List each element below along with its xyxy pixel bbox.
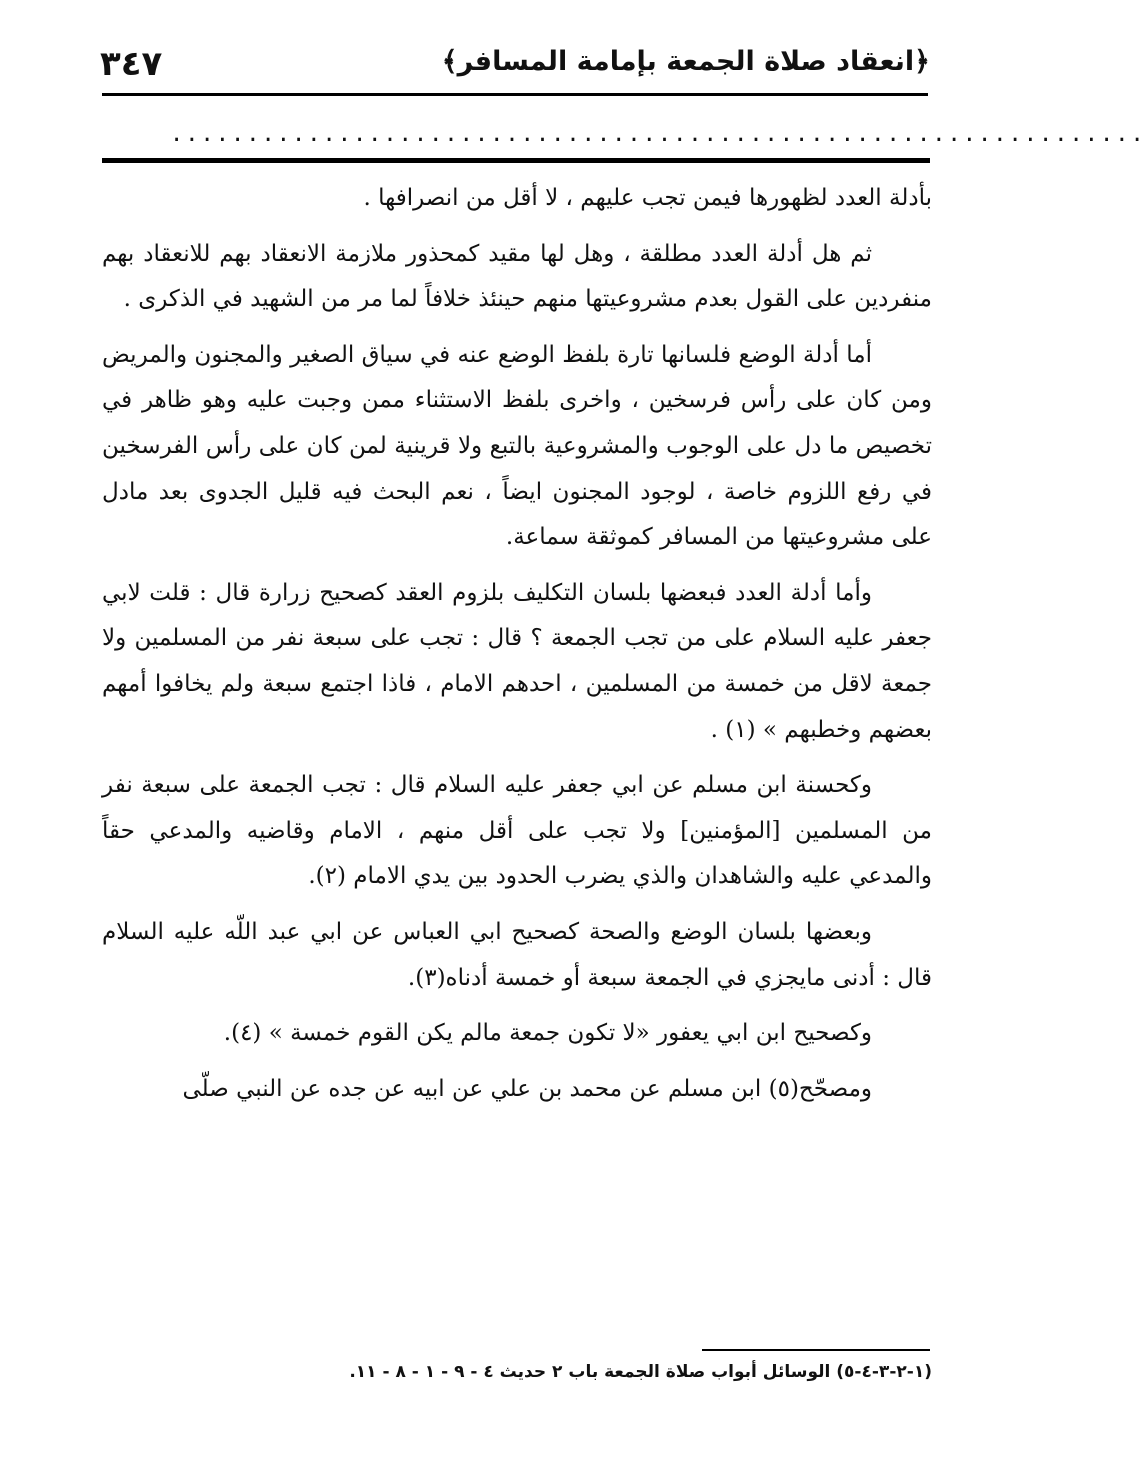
dotted-separator: ................................................................ [170, 122, 1146, 147]
footnote-rule [702, 1349, 930, 1351]
paragraph: ثم هل أدلة العدد مطلقة ، وهل لها مقيد كمحذور ملازمة الانعقاد بهم للانعقاد بهم منفردين على القول بعدم مشروعيتها منهم حينئذ خلافاً لما مر من الشهيد في الذكرى . [102, 240, 932, 313]
page-number: ٣٤٧ [100, 44, 163, 84]
paragraph: بأدلة العدد لظهورها فيمن تجب عليهم ، لا أقل من انصرافها . [363, 185, 932, 211]
footnote: (١-٢-٣-٤-٥) الوسائل أبواب صلاة الجمعة باب ٢ حديث ٤ - ٩ - ١ - ٨ - ١١. [349, 1362, 932, 1382]
paragraph: وكصحيح ابن ابي يعفور «لا تكون جمعة مالم يكن القوم خمسة » (٤). [223, 1020, 872, 1047]
body-text [102, 176, 932, 1122]
page-header [100, 40, 930, 90]
paragraph: وأما أدلة العدد فبعضها بلسان التكليف بلزوم العقد كصحيح زرارة قال : قلت لابي جعفر عليه السلام على من تجب الجمعة ؟ قال : تجب على سبعة نفر من المسلمين ولا جمعة لاقل من خمسة من المسلمين ، احدهم الامام ، فاذا اجتمع سبعة ولم يخافوا أمهم بعضهم وخطبهم » (١) . [102, 579, 932, 743]
header-rule [102, 93, 928, 96]
paragraph: ومصحّح(٥) ابن مسلم عن محمد بن علي عن ابيه عن جده عن النبي صلّى [182, 1075, 872, 1102]
running-title: ﴿انعقاد صلاة الجمعة بإمامة المسافر﴾ [441, 46, 930, 77]
paragraph: أما أدلة الوضع فلسانها تارة بلفظ الوضع عنه في سياق الصغير والمجنون والمريض ومن كان على رأس فرسخين ، واخرى بلفظ الاستثناء ممن وجبت عليه وهو ظاهر في تخصيص ما دل على الوجوب والمشروعية بالتبع ولا قرينية لمن كان على رأس الفرسخين في رفع اللزوم خاصة ، لوجود المجنون ايضاً ، نعم البحث فيه قليل الجدوى بعد مادل على مشروعيتها من المسافر كموثقة سماعة. [102, 341, 932, 551]
section-rule [102, 158, 930, 163]
paragraph: وبعضها بلسان الوضع والصحة كصحيح ابي العباس عن ابي عبد اللّه عليه السلام قال : أدنى مايجزي في الجمعة سبعة أو خمسة أدناه(٣). [102, 918, 932, 991]
paragraph: وكحسنة ابن مسلم عن ابي جعفر عليه السلام قال : تجب الجمعة على سبعة نفر من المسلمين [المؤمنين] ولا تجب على أقل منهم ، الامام وقاضيه والمدعي حقاً والمدعي عليه والشاهدان والذي يضرب الحدود بين يدي الامام (٢). [102, 772, 932, 890]
